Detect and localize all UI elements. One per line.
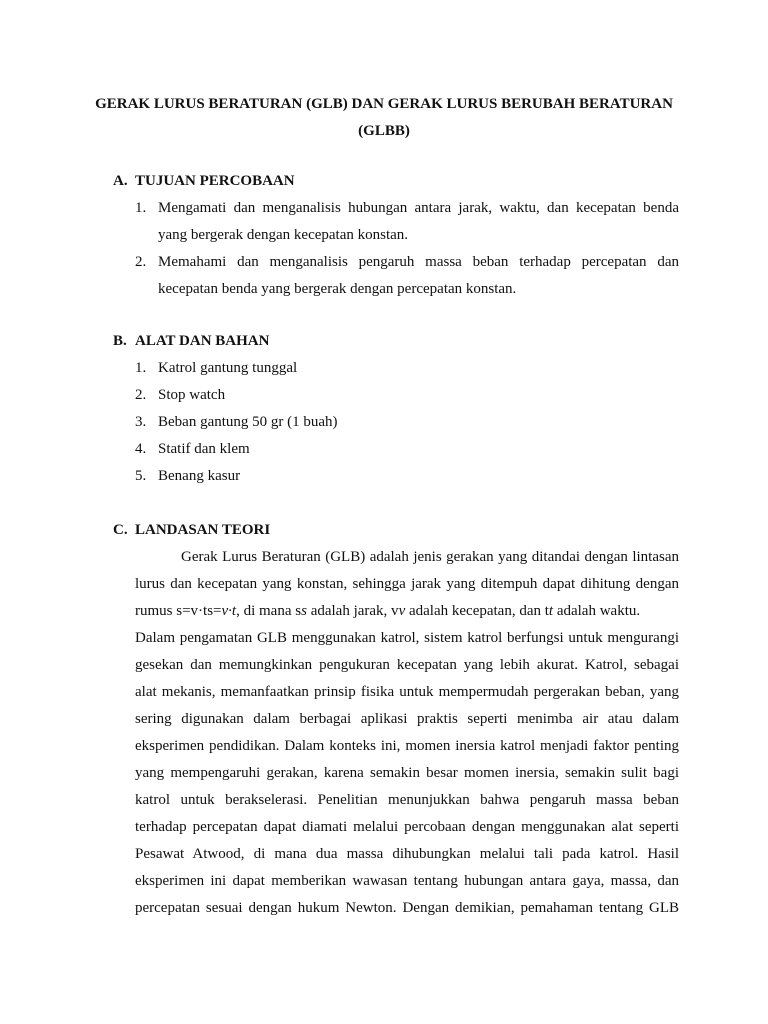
- list-item: [135, 382, 679, 409]
- section-heading: [113, 517, 679, 544]
- formula-variable: v: [398, 603, 406, 619]
- item-text: Katrol gantung tunggal: [158, 360, 298, 376]
- item-number: 3.: [135, 414, 147, 430]
- title-line-2: (GLBB): [358, 123, 410, 139]
- section-letter: C.: [113, 522, 128, 538]
- paragraph-line: yang mempengaruhi gerakan, karena semakin besar momen inersia, semakin sulit bagi: [135, 765, 679, 781]
- item-text: Stop watch: [158, 387, 226, 403]
- paragraph-line: terhadap percepatan dapat diamati melalui percobaan dengan menggunakan alat seperti: [135, 819, 679, 835]
- item-number: 1.: [135, 360, 147, 376]
- tujuan-list: [113, 195, 679, 303]
- formula-part: adalah jarak, v: [306, 603, 399, 619]
- formula-part: , di mana s: [236, 603, 302, 619]
- item-text-line: Mengamati dan menganalisis hubungan antara jarak, waktu, dan kecepatan benda: [158, 200, 679, 216]
- list-item: [135, 249, 679, 303]
- paragraph-line: katrol untuk berakselerasi. Penelitian menunjukkan bahwa pengaruh massa beban: [135, 792, 679, 808]
- landasan-paragraph: [135, 544, 679, 922]
- section-heading: [113, 328, 679, 355]
- paragraph-line: Dalam pengamatan GLB menggunakan katrol, sistem katrol berfungsi untuk mengurangi: [135, 630, 679, 646]
- item-number: 4.: [135, 441, 147, 457]
- paragraph-line: Pesawat Atwood, di mana dua massa dihubungkan melalui tali pada katrol. Hasil: [135, 846, 679, 862]
- item-number: 2.: [135, 254, 147, 270]
- item-text-line: kecepatan benda yang bergerak dengan percepatan konstan.: [158, 281, 517, 297]
- item-text: Statif dan klem: [158, 441, 250, 457]
- item-text-line: yang bergerak dengan kecepatan konstan.: [158, 227, 409, 243]
- paragraph-line: lurus dan kecepatan yang konstan, sehingga jarak yang ditempuh dapat dihitung dengan: [135, 576, 679, 592]
- title-line-1: GERAK LURUS BERATURAN (GLB) DAN GERAK LURUS BERUBAH BERATURAN: [95, 96, 673, 112]
- paragraph-line: eksperimen ini dapat memberikan wawasan tentang hubungan antara gaya, massa, dan: [135, 873, 679, 889]
- item-text-line: Memahami dan menganalisis pengaruh massa beban terhadap percepatan dan: [158, 254, 679, 270]
- section-tujuan: [113, 168, 679, 303]
- item-text: Benang kasur: [158, 468, 241, 484]
- item-number: 5.: [135, 468, 147, 484]
- formula-part: rumus s=v·ts=: [135, 603, 222, 619]
- list-item: [135, 195, 679, 249]
- paragraph-line: eksperimen pendidikan. Dalam konteks ini, momen inersia katrol menjadi faktor penting: [135, 738, 679, 754]
- item-number: 2.: [135, 387, 147, 403]
- formula-variable: v·t: [221, 603, 237, 619]
- section-title: LANDASAN TEORI: [135, 522, 271, 538]
- paragraph-line: gesekan dan memungkinkan pengukuran kecepatan yang lebih akurat. Katrol, sebagai: [135, 657, 679, 673]
- paragraph-line: percepatan sesuai dengan hukum Newton. Dengan demikian, pemahaman tentang GLB: [135, 900, 679, 916]
- section-landasan-teori: [113, 517, 679, 922]
- section-heading: [113, 168, 679, 195]
- item-text: Beban gantung 50 gr (1 buah): [158, 414, 338, 430]
- alat-list: [113, 355, 679, 490]
- paragraph-line: sering digunakan dalam berbagai aplikasi praktis seperti menimba air atau dalam: [135, 711, 679, 727]
- formula-variable: s: [301, 603, 307, 619]
- section-alat-bahan: [113, 328, 679, 490]
- item-number: 1.: [135, 200, 147, 216]
- document-title: [80, 91, 688, 145]
- formula-part: adalah kecepatan, dan t: [405, 603, 549, 619]
- section-letter: A.: [113, 173, 128, 189]
- formula-line: [135, 598, 679, 625]
- formula-variable: t: [548, 603, 554, 619]
- section-title: ALAT DAN BAHAN: [135, 333, 270, 349]
- paragraph-line: Gerak Lurus Beraturan (GLB) adalah jenis gerakan yang ditandai dengan lintasan: [181, 549, 679, 565]
- list-item: [135, 355, 679, 382]
- paragraph-line: alat mekanis, memanfaatkan prinsip fisika untuk mempermudah pergerakan beban, yang: [135, 684, 679, 700]
- section-title: TUJUAN PERCOBAAN: [135, 173, 295, 189]
- list-item: [135, 463, 679, 490]
- section-letter: B.: [113, 333, 127, 349]
- list-item: [135, 409, 679, 436]
- list-item: [135, 436, 679, 463]
- formula-part: adalah waktu.: [553, 603, 641, 619]
